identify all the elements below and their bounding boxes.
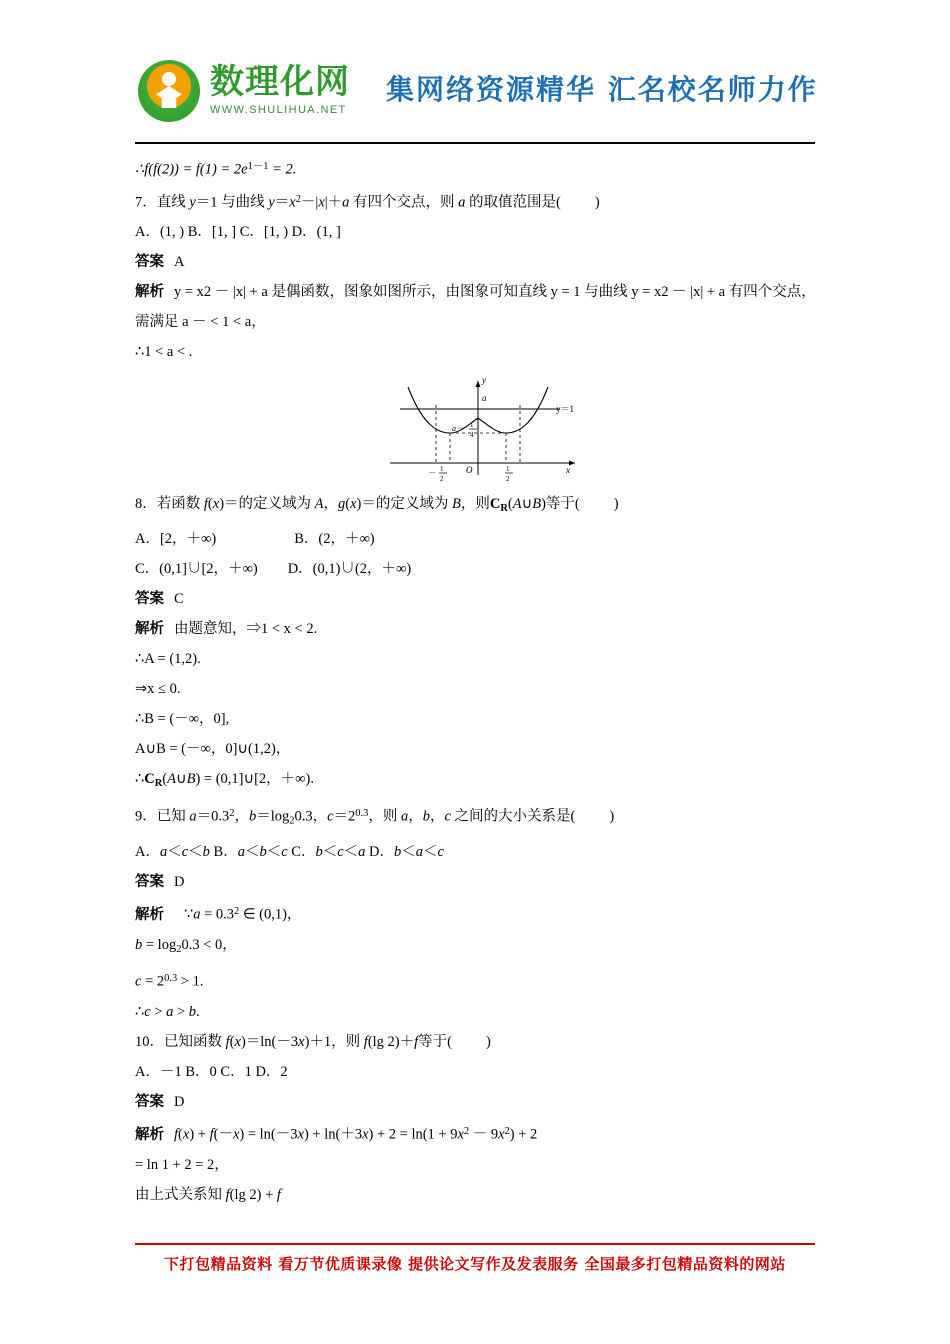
site-title: 数理化网 — [210, 62, 350, 102]
svg-text:a－: a－ — [452, 424, 464, 434]
svg-text:a: a — [482, 393, 487, 404]
question-8-solution-line-5: A∪B = (－∞，0]∪(1,2)， — [135, 741, 291, 758]
solution-text-7-1: y = x2 － |x| + a 是偶函数，图象如图所示，由图象可知直线 y = 1 与曲线 y = x2 － |x| + a 有四个交点， — [174, 284, 816, 301]
question-8-choice-d: D．(0,1)∪(2，＋∞) — [287, 561, 412, 578]
svg-text:－: － — [428, 468, 436, 478]
svg-text:y: y — [482, 375, 486, 386]
site-slogan: 集网络资源精华 汇名校名师力作 — [386, 73, 818, 106]
svg-text:1: 1 — [440, 465, 444, 474]
question-8-choice-b: B．(2，＋∞) — [294, 531, 375, 548]
figure-graph — [360, 375, 600, 483]
svg-text:2: 2 — [506, 475, 510, 484]
answer-label-8: 答案 — [135, 591, 164, 608]
question-7-stem: 7．直线 y＝1 与曲线 $y=x^2-|x|+a$ 有四个交点，则 a 的取值范围是( ) — [135, 193, 600, 211]
site-header — [138, 58, 818, 138]
answer-value-7: A — [174, 254, 185, 271]
question-7-choices: A．(1, ) B．[1, ] C．[1, ) D．(1, ] — [135, 224, 341, 241]
document-content — [135, 152, 825, 1210]
question-10-solution-line-1: 解析 $f(x) + f(-x) = \ln(-3x) + \ln(+3x) + 2 = \ln(1 + 9x^2 - 9x^2) + 2$ — [135, 1126, 538, 1143]
site-url: WWW.SHULIHUA.NET — [210, 104, 347, 116]
question-9-solution-line-2: $b = \log_20.3 < 0$， — [135, 936, 237, 955]
footer-promo-text: 下打包精品资料 看万节优质课录像 提供论文写作及发表服务 全国最多打包精品资料的网站 — [164, 1255, 786, 1273]
question-8-solution-line-6: $\therefore C_R(A\cup B)$ = (0,1]∪[2，＋∞). — [135, 771, 314, 790]
site-logo-text — [210, 62, 410, 116]
question-9-stem: 9．已知 $a=0.3^2$，$b=\log_20.3$，$c=2^{0.3}$，则 a，b，c 之间的大小关系是( ) — [135, 808, 615, 827]
header-divider — [135, 142, 815, 144]
question-10-choices: A．－1 B．0 C．1 D．2 — [135, 1064, 288, 1081]
carryover-line: ∴f(f(2)) = $f(1) = 2e^{1-1} = 2$. — [135, 161, 297, 178]
answer-label-9: 答案 — [135, 873, 164, 890]
answer-label-7: 答案 — [135, 254, 164, 271]
question-8-choices-row-2 — [135, 554, 825, 584]
question-10-solution-line-3: 由上式关系知 f(lg 2) + f — [135, 1186, 281, 1203]
solution-label-9: 解析 — [135, 906, 164, 923]
question-10-answer — [135, 1087, 825, 1117]
question-8-number: 8 — [135, 496, 143, 513]
question-7-figure — [360, 375, 600, 483]
answer-value-8: C — [174, 591, 184, 608]
question-8-choices-row-1 — [135, 524, 825, 554]
question-9-number: 9 — [135, 808, 143, 825]
svg-text:4: 4 — [470, 431, 474, 440]
question-7-number: 7 — [135, 194, 143, 211]
question-8-stem: 8．若函数 f(x)＝的定义域为 A，g(x)＝的定义域为 B，则$C_R(A\cup B)$等于( ) — [135, 496, 619, 515]
solution-label-10: 解析 — [135, 1126, 164, 1143]
answer-label-10: 答案 — [135, 1094, 164, 1111]
site-logo-icon — [138, 60, 200, 122]
question-8-solution-line-3: ⇒x ≤ 0. — [135, 681, 181, 698]
question-10-number: 10 — [135, 1034, 150, 1051]
question-8-solution-line-1 — [135, 614, 825, 644]
question-8-answer — [135, 584, 825, 614]
logo-body-shape — [156, 86, 182, 108]
footer-divider — [135, 1243, 815, 1245]
question-8-choice-c: C．(0,1]∪[2，＋∞) — [135, 561, 258, 578]
question-8-solution-line-4: ∴B = (－∞，0], — [135, 711, 230, 728]
answer-value-9: D — [174, 873, 185, 890]
solution-text-8-1: 由题意知，⇒1 < x < 2. — [174, 621, 318, 638]
question-7-solution-line-2: 需满足 a － < 1 < a， — [135, 314, 266, 331]
question-8-choice-a: A．[2，＋∞) — [135, 531, 217, 548]
svg-text:1: 1 — [506, 465, 510, 474]
question-7-solution-line-3: ∴1 < a < . — [135, 344, 193, 361]
question-7-answer — [135, 247, 825, 277]
question-8-solution-line-2: ∴A = (1,2). — [135, 651, 201, 668]
question-9-solution-line-4: ∴c > a > b. — [135, 1004, 200, 1021]
question-9-choices: A．a＜c＜b B．a＜b＜c C．b＜c＜a D．b＜a＜c — [135, 843, 444, 860]
logo-head-shape — [162, 72, 176, 86]
carryover-exponent: 1－1 — [247, 161, 269, 172]
question-9-solution-line-1: 解析 ∵a = $0.3^2$ ∈ (0,1)， — [135, 905, 302, 923]
svg-text:1: 1 — [470, 421, 474, 430]
question-9-answer — [135, 867, 825, 897]
svg-text:2: 2 — [440, 475, 444, 484]
solution-label-8: 解析 — [135, 621, 164, 638]
svg-text:x: x — [566, 465, 570, 476]
answer-value-10: D — [174, 1094, 185, 1111]
question-10-solution-line-2: = ln 1 + 2 = 2， — [135, 1156, 229, 1173]
solution-label-7: 解析 — [135, 284, 164, 301]
svg-text:O: O — [466, 465, 473, 476]
svg-text:y＝1: y＝1 — [556, 404, 575, 415]
question-7-solution-line-1 — [135, 277, 825, 307]
question-9-solution-line-3: $c = 2^{0.3} > 1$. — [135, 973, 204, 991]
question-10-stem: 10．已知函数 f(x)＝ln(－3x)＋1，则 f(lg 2)＋f等于( ) — [135, 1034, 491, 1051]
